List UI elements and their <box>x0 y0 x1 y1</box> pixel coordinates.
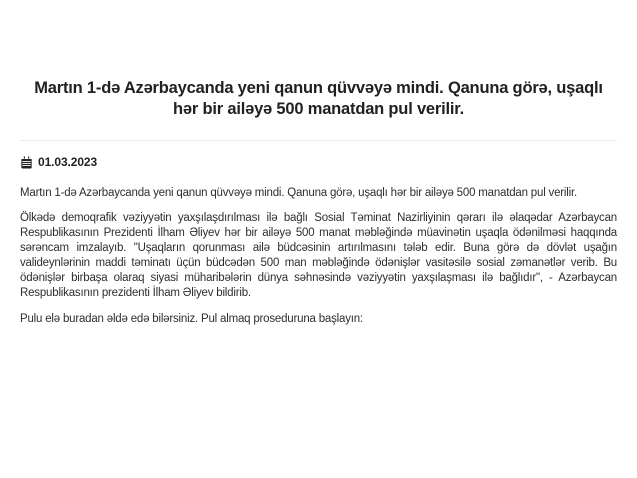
article-lead-paragraph: Martın 1-də Azərbaycanda yeni qanun qüvvəyə mindi. Qanuna görə, uşaqlı hər bir ailəyə 500 manatdan pul verilir. <box>20 187 577 199</box>
date-row <box>20 155 617 169</box>
article-headline: Martın 1-də Azərbaycanda yeni qanun qüvvəyə mindi. Qanuna görə, uşaqlı hər bir ailəyə 500 manatdan pul verilir. <box>34 79 603 118</box>
calendar-icon <box>20 156 33 169</box>
article-body-paragraph: Ölkədə demoqrafik vəziyyətin yaxşılaşdırılması ilə bağlı Sosial Təminat Nazirliyinin qərarı ilə əlaqədar Azərbaycan Respublikasının Prezidenti İlham Əliyev hər bir ailəyə 500 manat məbləğində müavinətin uşaqla ödənilməsi haqqında sərəncam imzalayıb. "Uşaqların qorunması ailə büdcəsinin artırılmasını tələb edir. Buna görə də dövlət uşağın valideynlərinin maddi təminatı üçün büdcədən 500 man məbləğində ödənişlər vasitəsilə sosial zəmanətlər verib. Bu ödənişlər birbaşa olaraq siyasi müharibələrin dünya səhnəsində vəziyyətin yaxşılaşması ilə bağlıdır", - Azərbaycan Respublikasının prezidenti İlham Əliyev bildirib. <box>20 212 617 299</box>
article-cta-paragraph: Pulu elə buradan əldə edə bilərsiniz. Pul almaq proseduruna başlayın: <box>20 313 363 325</box>
article-page <box>0 78 637 478</box>
publish-date: 01.03.2023 <box>38 155 98 169</box>
divider <box>20 140 617 141</box>
